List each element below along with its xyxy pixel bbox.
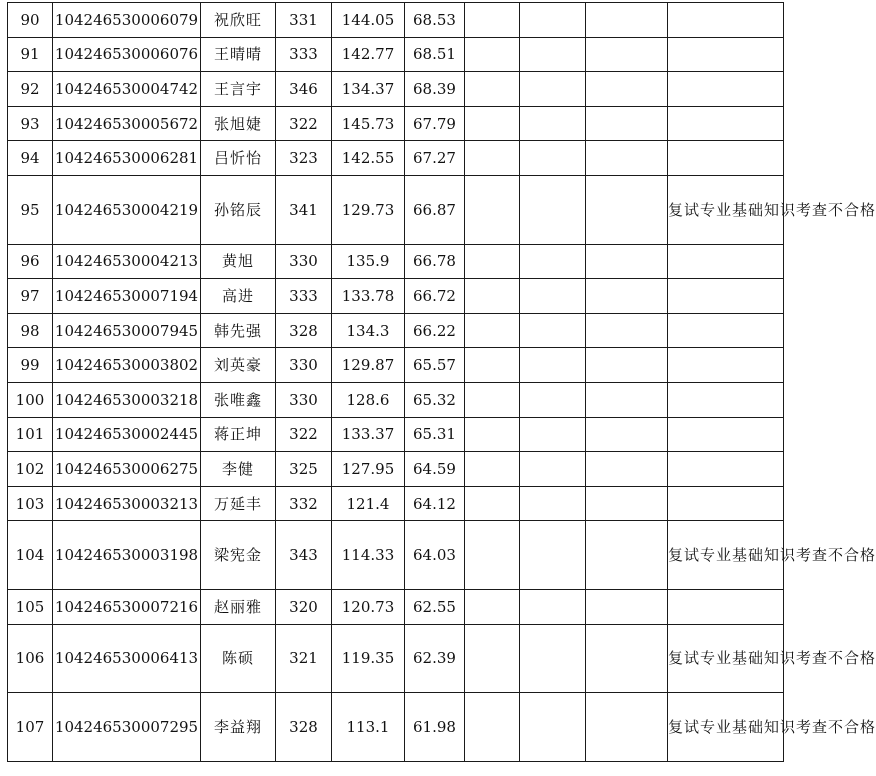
exam-id-cell: 104246530004213 [53, 244, 201, 279]
rank-cell: 107 [8, 693, 53, 762]
rank-cell: 97 [8, 279, 53, 314]
rank-cell: 103 [8, 486, 53, 521]
empty-cell [520, 348, 586, 383]
exam-id-cell: 104246530004219 [53, 175, 201, 244]
empty-cell [586, 348, 668, 383]
total-score-cell: 66.72 [405, 279, 465, 314]
exam-id-cell: 104246530007194 [53, 279, 201, 314]
name-cell: 李益翔 [201, 693, 276, 762]
remark-cell: 复试专业基础知识考查不合格 [668, 521, 784, 590]
remark-cell [668, 106, 784, 141]
empty-cell [465, 175, 520, 244]
empty-cell [465, 313, 520, 348]
retest-score-cell: 142.77 [332, 37, 405, 72]
name-cell: 韩先强 [201, 313, 276, 348]
retest-score-cell: 134.37 [332, 72, 405, 107]
initial-score-cell: 332 [276, 486, 332, 521]
empty-cell [465, 37, 520, 72]
retest-score-cell: 144.05 [332, 3, 405, 38]
remark-cell [668, 244, 784, 279]
initial-score-cell: 333 [276, 279, 332, 314]
initial-score-cell: 346 [276, 72, 332, 107]
total-score-cell: 68.53 [405, 3, 465, 38]
total-score-cell: 68.39 [405, 72, 465, 107]
empty-cell [586, 693, 668, 762]
total-score-cell: 65.57 [405, 348, 465, 383]
empty-cell [586, 313, 668, 348]
rank-cell: 94 [8, 141, 53, 176]
table-row [8, 72, 784, 107]
retest-score-cell: 142.55 [332, 141, 405, 176]
table-row [8, 141, 784, 176]
table-row [8, 521, 784, 590]
rank-cell: 98 [8, 313, 53, 348]
total-score-cell: 66.87 [405, 175, 465, 244]
remark-cell [668, 452, 784, 487]
total-score-cell: 61.98 [405, 693, 465, 762]
empty-cell [586, 521, 668, 590]
empty-cell [520, 589, 586, 624]
empty-cell [520, 624, 586, 693]
name-cell: 万延丰 [201, 486, 276, 521]
empty-cell [520, 106, 586, 141]
empty-cell [520, 72, 586, 107]
name-cell: 李健 [201, 452, 276, 487]
total-score-cell: 66.78 [405, 244, 465, 279]
total-score-cell: 67.79 [405, 106, 465, 141]
total-score-cell: 67.27 [405, 141, 465, 176]
initial-score-cell: 343 [276, 521, 332, 590]
table-row [8, 486, 784, 521]
remark-cell [668, 348, 784, 383]
total-score-cell: 64.03 [405, 521, 465, 590]
remark-cell: 复试专业基础知识考查不合格 [668, 624, 784, 693]
rank-cell: 100 [8, 382, 53, 417]
total-score-cell: 68.51 [405, 37, 465, 72]
table-row [8, 589, 784, 624]
exam-id-cell: 104246530006076 [53, 37, 201, 72]
empty-cell [586, 3, 668, 38]
rank-cell: 106 [8, 624, 53, 693]
remark-cell [668, 417, 784, 452]
empty-cell [465, 452, 520, 487]
retest-score-cell: 134.3 [332, 313, 405, 348]
name-cell: 黄旭 [201, 244, 276, 279]
remark-cell [668, 72, 784, 107]
initial-score-cell: 325 [276, 452, 332, 487]
total-score-cell: 64.59 [405, 452, 465, 487]
name-cell: 张旭婕 [201, 106, 276, 141]
name-cell: 蒋正坤 [201, 417, 276, 452]
rank-cell: 92 [8, 72, 53, 107]
empty-cell [465, 244, 520, 279]
rank-cell: 105 [8, 589, 53, 624]
results-table [7, 2, 876, 762]
initial-score-cell: 328 [276, 693, 332, 762]
name-cell: 吕忻怡 [201, 141, 276, 176]
empty-cell [520, 3, 586, 38]
remark-cell: 复试专业基础知识考查不合格 [668, 175, 784, 244]
remark-cell [668, 486, 784, 521]
table-row [8, 382, 784, 417]
exam-id-cell: 104246530006413 [53, 624, 201, 693]
initial-score-cell: 341 [276, 175, 332, 244]
table-row [8, 348, 784, 383]
empty-cell [586, 417, 668, 452]
empty-cell [520, 141, 586, 176]
table-row [8, 3, 784, 38]
initial-score-cell: 333 [276, 37, 332, 72]
empty-cell [520, 175, 586, 244]
empty-cell [520, 521, 586, 590]
empty-cell [465, 521, 520, 590]
total-score-cell: 65.31 [405, 417, 465, 452]
initial-score-cell: 321 [276, 624, 332, 693]
empty-cell [586, 624, 668, 693]
retest-score-cell: 135.9 [332, 244, 405, 279]
empty-cell [586, 141, 668, 176]
empty-cell [520, 452, 586, 487]
empty-cell [465, 279, 520, 314]
remark-cell [668, 279, 784, 314]
name-cell: 陈硕 [201, 624, 276, 693]
empty-cell [465, 589, 520, 624]
rank-cell: 91 [8, 37, 53, 72]
remark-cell [668, 141, 784, 176]
retest-score-cell: 119.35 [332, 624, 405, 693]
table-row [8, 244, 784, 279]
name-cell: 孙铭辰 [201, 175, 276, 244]
empty-cell [586, 382, 668, 417]
empty-cell [586, 244, 668, 279]
retest-score-cell: 133.37 [332, 417, 405, 452]
retest-score-cell: 120.73 [332, 589, 405, 624]
rank-cell: 101 [8, 417, 53, 452]
empty-cell [465, 106, 520, 141]
name-cell: 王晴晴 [201, 37, 276, 72]
empty-cell [465, 3, 520, 38]
name-cell: 赵丽雅 [201, 589, 276, 624]
empty-cell [586, 589, 668, 624]
rank-cell: 96 [8, 244, 53, 279]
remark-cell: 复试专业基础知识考查不合格 [668, 693, 784, 762]
table-row [8, 106, 784, 141]
initial-score-cell: 320 [276, 589, 332, 624]
total-score-cell: 62.39 [405, 624, 465, 693]
empty-cell [520, 382, 586, 417]
initial-score-cell: 322 [276, 106, 332, 141]
name-cell: 祝欣旺 [201, 3, 276, 38]
empty-cell [465, 348, 520, 383]
initial-score-cell: 328 [276, 313, 332, 348]
table-row [8, 417, 784, 452]
empty-cell [465, 141, 520, 176]
empty-cell [520, 244, 586, 279]
empty-cell [465, 624, 520, 693]
exam-id-cell: 104246530004742 [53, 72, 201, 107]
name-cell: 张唯鑫 [201, 382, 276, 417]
initial-score-cell: 330 [276, 244, 332, 279]
empty-cell [520, 279, 586, 314]
table-row [8, 313, 784, 348]
retest-score-cell: 127.95 [332, 452, 405, 487]
empty-cell [520, 313, 586, 348]
exam-id-cell: 104246530003213 [53, 486, 201, 521]
total-score-cell: 62.55 [405, 589, 465, 624]
exam-id-cell: 104246530003218 [53, 382, 201, 417]
empty-cell [586, 37, 668, 72]
remark-cell [668, 3, 784, 38]
results-table-body [8, 3, 876, 762]
table-row [8, 175, 784, 244]
rank-cell: 95 [8, 175, 53, 244]
initial-score-cell: 331 [276, 3, 332, 38]
total-score-cell: 66.22 [405, 313, 465, 348]
table-row [8, 452, 784, 487]
empty-cell [586, 175, 668, 244]
empty-cell [586, 486, 668, 521]
remark-cell [668, 37, 784, 72]
rank-cell: 104 [8, 521, 53, 590]
empty-cell [586, 452, 668, 487]
exam-id-cell: 104246530007945 [53, 313, 201, 348]
retest-score-cell: 128.6 [332, 382, 405, 417]
initial-score-cell: 330 [276, 348, 332, 383]
retest-score-cell: 114.33 [332, 521, 405, 590]
remark-cell [668, 382, 784, 417]
empty-cell [465, 417, 520, 452]
table-row [8, 279, 784, 314]
exam-id-cell: 104246530005672 [53, 106, 201, 141]
name-cell: 王言宇 [201, 72, 276, 107]
retest-score-cell: 121.4 [332, 486, 405, 521]
exam-id-cell: 104246530003802 [53, 348, 201, 383]
empty-cell [465, 382, 520, 417]
empty-cell [520, 37, 586, 72]
empty-cell [520, 417, 586, 452]
exam-id-cell: 104246530006079 [53, 3, 201, 38]
retest-score-cell: 129.73 [332, 175, 405, 244]
exam-id-cell: 104246530006281 [53, 141, 201, 176]
rank-cell: 99 [8, 348, 53, 383]
initial-score-cell: 322 [276, 417, 332, 452]
table-row [8, 37, 784, 72]
name-cell: 梁宪金 [201, 521, 276, 590]
initial-score-cell: 323 [276, 141, 332, 176]
retest-score-cell: 133.78 [332, 279, 405, 314]
exam-id-cell: 104246530007216 [53, 589, 201, 624]
empty-cell [465, 72, 520, 107]
retest-score-cell: 113.1 [332, 693, 405, 762]
initial-score-cell: 330 [276, 382, 332, 417]
rank-cell: 102 [8, 452, 53, 487]
name-cell: 刘英豪 [201, 348, 276, 383]
total-score-cell: 64.12 [405, 486, 465, 521]
exam-id-cell: 104246530002445 [53, 417, 201, 452]
retest-score-cell: 129.87 [332, 348, 405, 383]
empty-cell [586, 106, 668, 141]
empty-cell [465, 693, 520, 762]
table-row [8, 693, 784, 762]
name-cell: 高进 [201, 279, 276, 314]
table-row [8, 624, 784, 693]
remark-cell [668, 589, 784, 624]
empty-cell [465, 486, 520, 521]
rank-cell: 90 [8, 3, 53, 38]
empty-cell [586, 279, 668, 314]
empty-cell [586, 72, 668, 107]
retest-score-cell: 145.73 [332, 106, 405, 141]
empty-cell [520, 693, 586, 762]
exam-id-cell: 104246530003198 [53, 521, 201, 590]
exam-id-cell: 104246530006275 [53, 452, 201, 487]
total-score-cell: 65.32 [405, 382, 465, 417]
remark-cell [668, 313, 784, 348]
rank-cell: 93 [8, 106, 53, 141]
exam-id-cell: 104246530007295 [53, 693, 201, 762]
empty-cell [520, 486, 586, 521]
